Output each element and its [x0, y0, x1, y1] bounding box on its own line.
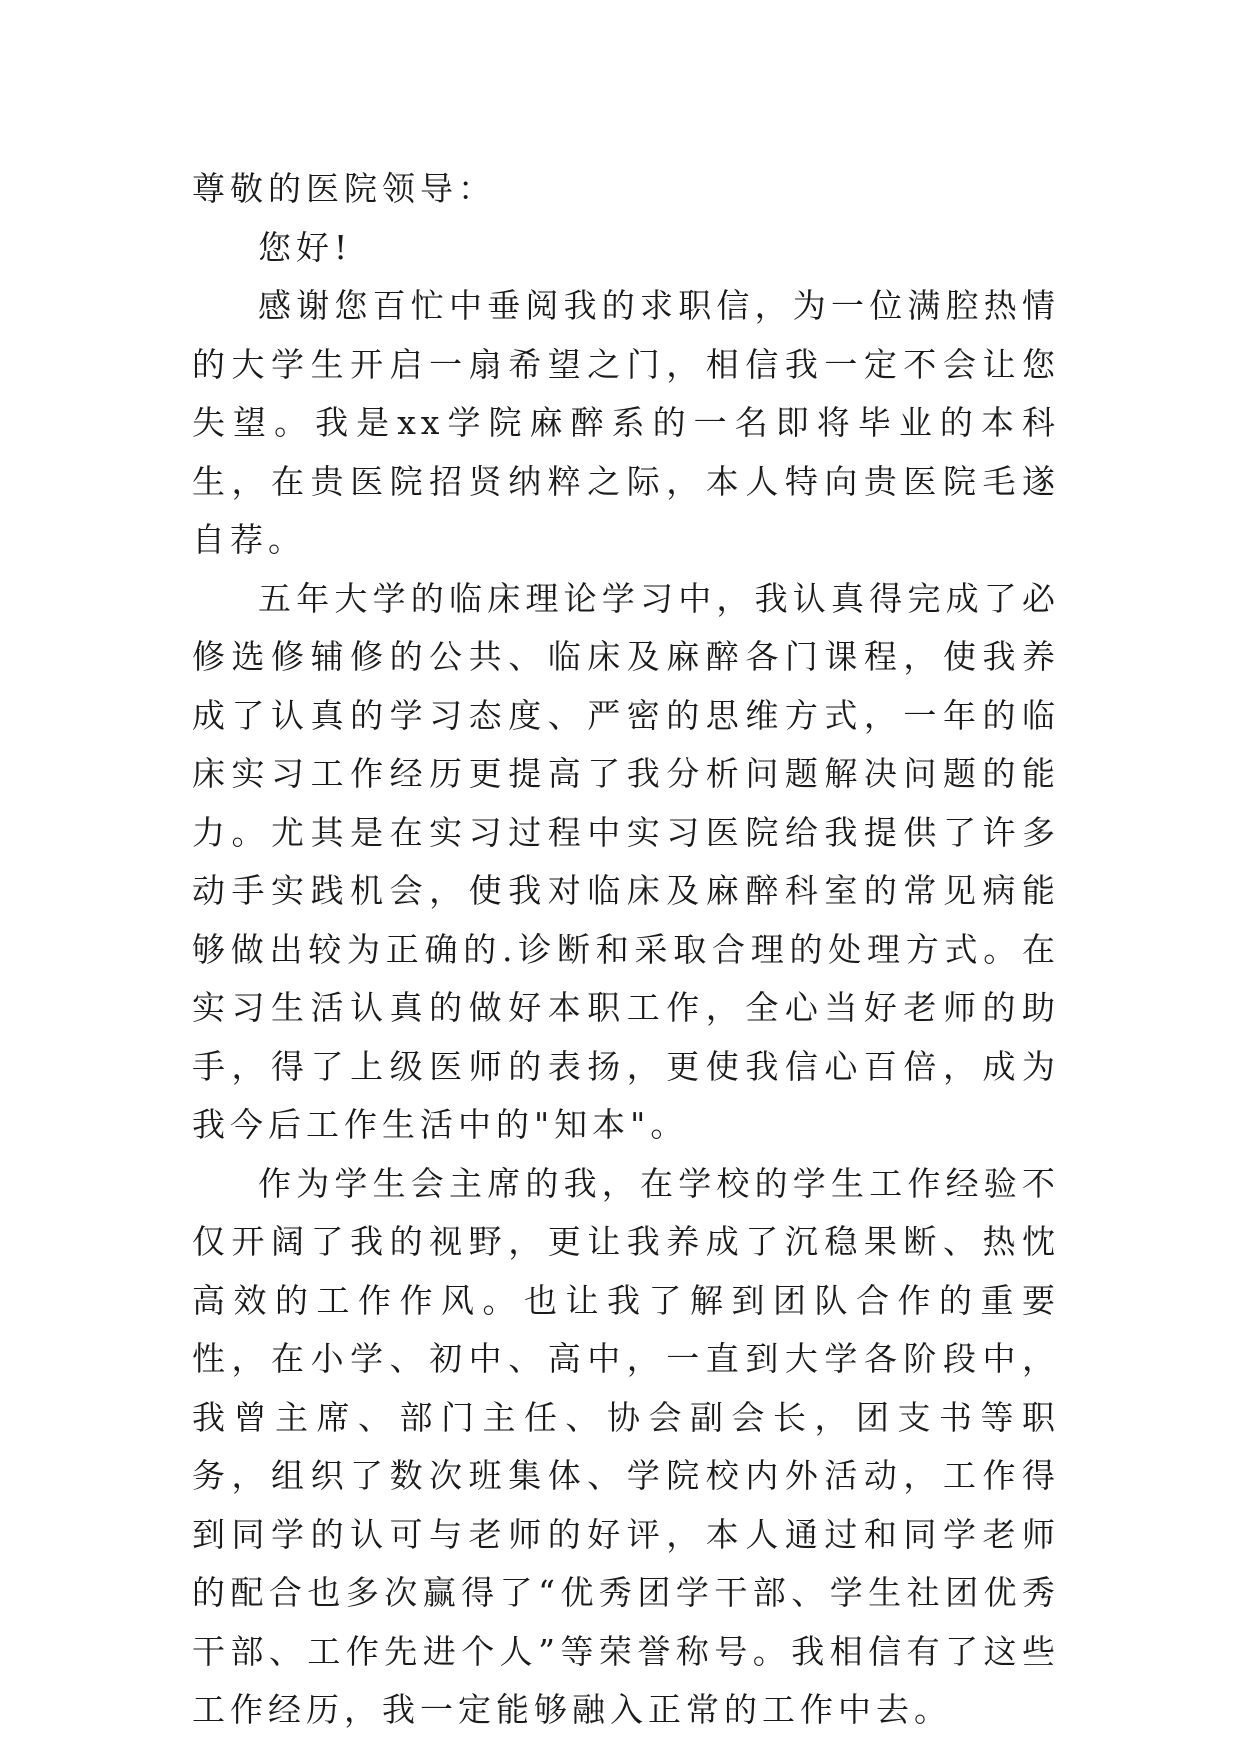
salutation: 尊敬的医院领导：	[192, 169, 496, 208]
paragraph-introduction: 感谢您百忙中垂阅我的求职信，为一位满腔热情的大学生开启一扇希望之门，相信我一定不会让您失望。我是xx学院麻醉系的一名即将毕业的本科生，在贵医院招贤纳粹之际，本人特向贵医院毛遂自荐。	[192, 286, 1060, 559]
letter-body	[192, 160, 1060, 1740]
greeting: 您好!	[258, 227, 353, 267]
paragraph-student-work: 作为学生会主席的我，在学校的学生工作经验不仅开阔了我的视野，更让我养成了沉稳果断、热忱高效的工作作风。也让我了解到团队合作的重要性，在小学、初中、高中，一直到大学各阶段中，我曾主席、部门主任、协会副会长，团支书等职务，组织了数次班集体、学院校内外活动，工作得到同学的认可与老师的好评，本人通过和同学老师的配合也多次赢得了“优秀团学干部、学生社团优秀干部、工作先进个人”等荣誉称号。我相信有了这些工作经历，我一定能够融入正常的工作中去。	[192, 1163, 1060, 1729]
paragraph-clinical-study: 五年大学的临床理论学习中，我认真得完成了必修选修辅修的公共、临床及麻醉各门课程，使我养成了认真的学习态度、严密的思维方式，一年的临床实习工作经历更提高了我分析问题解决问题的能力。尤其是在实习过程中实习医院给我提供了许多动手实践机会，使我对临床及麻醉科室的常见病能够做出较为正确的.诊断和采取合理的处理方式。在实习生活认真的做好本职工作，全心当好老师的助手，得了上级医师的表扬，更使我信心百倍，成为我今后工作生活中的"知本"。	[192, 578, 1060, 1144]
